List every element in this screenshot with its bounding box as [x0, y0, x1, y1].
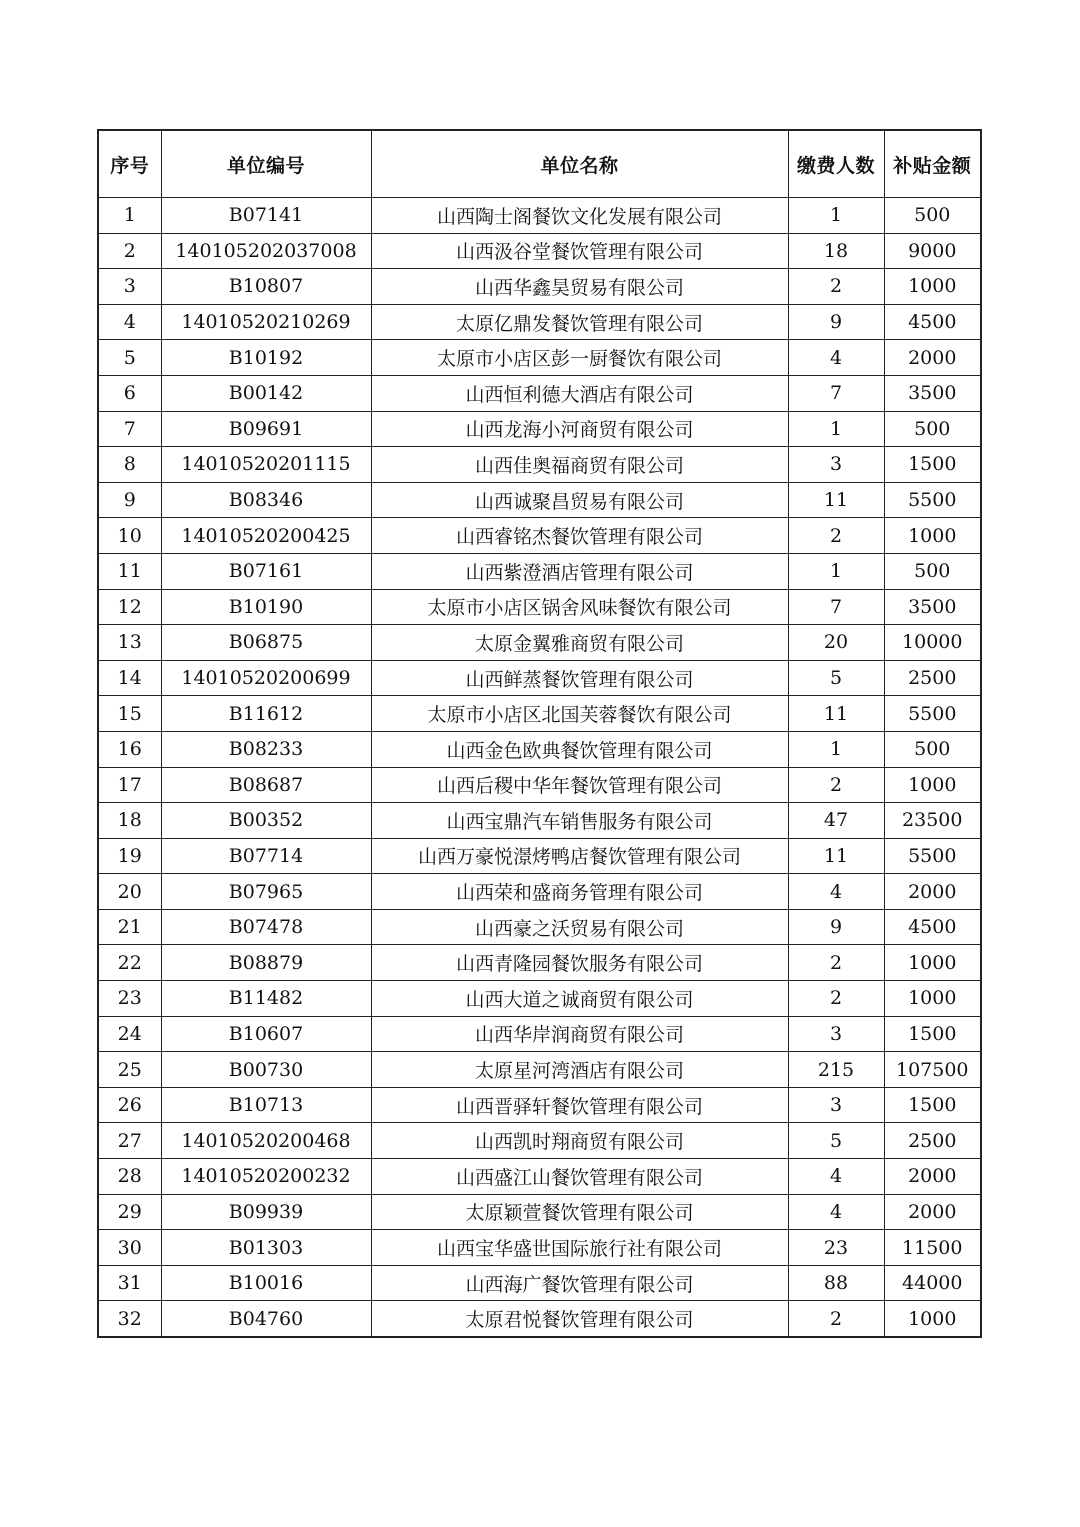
cell-count: 4 — [788, 874, 884, 910]
cell-amount: 4500 — [884, 304, 981, 340]
table-row — [98, 1087, 981, 1123]
cell-code: B07478 — [161, 909, 371, 945]
table-row — [98, 304, 981, 340]
cell-seq: 8 — [98, 447, 161, 483]
table-row — [98, 269, 981, 305]
cell-name: 太原市小店区北国芙蓉餐饮有限公司 — [371, 696, 788, 732]
cell-name: 山西金色欧典餐饮管理有限公司 — [371, 731, 788, 767]
cell-count: 2 — [788, 767, 884, 803]
cell-count: 4 — [788, 1159, 884, 1195]
cell-seq: 2 — [98, 233, 161, 269]
cell-amount: 2000 — [884, 874, 981, 910]
cell-name: 太原市小店区锅舍风味餐饮有限公司 — [371, 589, 788, 625]
table-row — [98, 1016, 981, 1052]
cell-seq: 17 — [98, 767, 161, 803]
cell-code: B00142 — [161, 375, 371, 411]
cell-seq: 9 — [98, 482, 161, 518]
cell-count: 11 — [788, 696, 884, 732]
cell-amount: 107500 — [884, 1052, 981, 1088]
cell-code: B10807 — [161, 269, 371, 305]
cell-seq: 23 — [98, 981, 161, 1017]
cell-seq: 21 — [98, 909, 161, 945]
cell-amount: 1000 — [884, 1301, 981, 1337]
cell-name: 山西大道之诚商贸有限公司 — [371, 981, 788, 1017]
cell-count: 1 — [788, 411, 884, 447]
subsidy-table-container — [97, 129, 980, 1338]
cell-name: 山西华岸润商贸有限公司 — [371, 1016, 788, 1052]
table-row — [98, 1230, 981, 1266]
cell-seq: 28 — [98, 1159, 161, 1195]
cell-code: B07714 — [161, 838, 371, 874]
cell-code: 14010520200699 — [161, 660, 371, 696]
cell-code: B10016 — [161, 1265, 371, 1301]
header-code: 单位编号 — [161, 130, 371, 198]
table-row — [98, 447, 981, 483]
cell-name: 山西佳奥福商贸有限公司 — [371, 447, 788, 483]
table-row — [98, 340, 981, 376]
table-header — [98, 130, 981, 198]
table-row — [98, 1159, 981, 1195]
cell-name: 山西恒利德大酒店有限公司 — [371, 375, 788, 411]
table-row — [98, 518, 981, 554]
cell-amount: 2000 — [884, 1159, 981, 1195]
cell-count: 9 — [788, 909, 884, 945]
cell-count: 2 — [788, 1301, 884, 1337]
cell-seq: 11 — [98, 553, 161, 589]
cell-name: 山西鲜蒸餐饮管理有限公司 — [371, 660, 788, 696]
cell-count: 11 — [788, 838, 884, 874]
table-row — [98, 553, 981, 589]
cell-seq: 18 — [98, 803, 161, 839]
cell-code: B04760 — [161, 1301, 371, 1337]
cell-name: 太原颖萱餐饮管理有限公司 — [371, 1194, 788, 1230]
cell-count: 4 — [788, 1194, 884, 1230]
cell-name: 太原市小店区彭一厨餐饮有限公司 — [371, 340, 788, 376]
cell-code: B08879 — [161, 945, 371, 981]
cell-amount: 11500 — [884, 1230, 981, 1266]
cell-seq: 27 — [98, 1123, 161, 1159]
cell-count: 215 — [788, 1052, 884, 1088]
header-seq: 序号 — [98, 130, 161, 198]
cell-amount: 10000 — [884, 625, 981, 661]
cell-name: 山西豪之沃贸易有限公司 — [371, 909, 788, 945]
cell-count: 3 — [788, 1016, 884, 1052]
header-name: 单位名称 — [371, 130, 788, 198]
cell-code: B07141 — [161, 198, 371, 234]
cell-amount: 2000 — [884, 1194, 981, 1230]
cell-code: B08233 — [161, 731, 371, 767]
cell-seq: 3 — [98, 269, 161, 305]
cell-amount: 5500 — [884, 838, 981, 874]
cell-seq: 24 — [98, 1016, 161, 1052]
table-row — [98, 874, 981, 910]
cell-amount: 2500 — [884, 660, 981, 696]
cell-count: 47 — [788, 803, 884, 839]
cell-code: B06875 — [161, 625, 371, 661]
cell-name: 山西陶士阁餐饮文化发展有限公司 — [371, 198, 788, 234]
cell-seq: 6 — [98, 375, 161, 411]
table-row — [98, 198, 981, 234]
cell-seq: 15 — [98, 696, 161, 732]
table-row — [98, 1123, 981, 1159]
cell-name: 山西汲谷堂餐饮管理有限公司 — [371, 233, 788, 269]
cell-seq: 1 — [98, 198, 161, 234]
cell-seq: 10 — [98, 518, 161, 554]
cell-seq: 13 — [98, 625, 161, 661]
cell-code: B09691 — [161, 411, 371, 447]
header-row — [98, 130, 981, 198]
cell-code: B08346 — [161, 482, 371, 518]
cell-seq: 31 — [98, 1265, 161, 1301]
cell-amount: 1500 — [884, 447, 981, 483]
cell-code: B10607 — [161, 1016, 371, 1052]
cell-seq: 16 — [98, 731, 161, 767]
cell-name: 太原星河湾酒店有限公司 — [371, 1052, 788, 1088]
cell-count: 23 — [788, 1230, 884, 1266]
table-row — [98, 1194, 981, 1230]
cell-count: 1 — [788, 198, 884, 234]
cell-seq: 20 — [98, 874, 161, 910]
cell-code: 14010520201115 — [161, 447, 371, 483]
table-row — [98, 625, 981, 661]
cell-amount: 2500 — [884, 1123, 981, 1159]
cell-amount: 1000 — [884, 269, 981, 305]
cell-seq: 19 — [98, 838, 161, 874]
table-row — [98, 482, 981, 518]
subsidy-table — [97, 129, 982, 1338]
table-row — [98, 838, 981, 874]
cell-name: 山西龙海小河商贸有限公司 — [371, 411, 788, 447]
cell-count: 2 — [788, 269, 884, 305]
cell-count: 3 — [788, 447, 884, 483]
cell-name: 山西睿铭杰餐饮管理有限公司 — [371, 518, 788, 554]
cell-code: 14010520200468 — [161, 1123, 371, 1159]
cell-count: 3 — [788, 1087, 884, 1123]
cell-amount: 500 — [884, 731, 981, 767]
cell-name: 山西宝鼎汽车销售服务有限公司 — [371, 803, 788, 839]
cell-amount: 3500 — [884, 589, 981, 625]
cell-seq: 22 — [98, 945, 161, 981]
cell-amount: 1500 — [884, 1087, 981, 1123]
cell-amount: 4500 — [884, 909, 981, 945]
cell-count: 2 — [788, 518, 884, 554]
table-row — [98, 1301, 981, 1337]
cell-name: 山西诚聚昌贸易有限公司 — [371, 482, 788, 518]
cell-seq: 30 — [98, 1230, 161, 1266]
cell-name: 太原亿鼎发餐饮管理有限公司 — [371, 304, 788, 340]
cell-amount: 1000 — [884, 945, 981, 981]
cell-amount: 1000 — [884, 981, 981, 1017]
cell-count: 9 — [788, 304, 884, 340]
cell-seq: 7 — [98, 411, 161, 447]
cell-amount: 1000 — [884, 767, 981, 803]
cell-name: 山西宝华盛世国际旅行社有限公司 — [371, 1230, 788, 1266]
cell-seq: 29 — [98, 1194, 161, 1230]
cell-code: B01303 — [161, 1230, 371, 1266]
table-row — [98, 696, 981, 732]
cell-name: 山西荣和盛商务管理有限公司 — [371, 874, 788, 910]
cell-name: 山西海广餐饮管理有限公司 — [371, 1265, 788, 1301]
cell-amount: 9000 — [884, 233, 981, 269]
cell-name: 山西晋驿轩餐饮管理有限公司 — [371, 1087, 788, 1123]
cell-count: 1 — [788, 553, 884, 589]
cell-seq: 26 — [98, 1087, 161, 1123]
cell-count: 5 — [788, 1123, 884, 1159]
cell-code: B10713 — [161, 1087, 371, 1123]
cell-code: B07161 — [161, 553, 371, 589]
cell-count: 4 — [788, 340, 884, 376]
table-row — [98, 1265, 981, 1301]
cell-count: 20 — [788, 625, 884, 661]
table-row — [98, 945, 981, 981]
cell-amount: 1000 — [884, 518, 981, 554]
cell-amount: 500 — [884, 411, 981, 447]
cell-code: B09939 — [161, 1194, 371, 1230]
table-row — [98, 981, 981, 1017]
cell-name: 太原君悦餐饮管理有限公司 — [371, 1301, 788, 1337]
cell-seq: 32 — [98, 1301, 161, 1337]
table-row — [98, 1052, 981, 1088]
cell-code: B00730 — [161, 1052, 371, 1088]
cell-code: 14010520210269 — [161, 304, 371, 340]
cell-code: 14010520200232 — [161, 1159, 371, 1195]
table-row — [98, 803, 981, 839]
cell-seq: 25 — [98, 1052, 161, 1088]
cell-count: 1 — [788, 731, 884, 767]
table-row — [98, 411, 981, 447]
table-row — [98, 731, 981, 767]
cell-count: 7 — [788, 375, 884, 411]
cell-amount: 3500 — [884, 375, 981, 411]
cell-amount: 2000 — [884, 340, 981, 376]
header-count: 缴费人数 — [788, 130, 884, 198]
cell-seq: 14 — [98, 660, 161, 696]
cell-amount: 500 — [884, 553, 981, 589]
table-row — [98, 660, 981, 696]
cell-count: 2 — [788, 981, 884, 1017]
cell-count: 18 — [788, 233, 884, 269]
cell-name: 山西青隆园餐饮服务有限公司 — [371, 945, 788, 981]
cell-code: B08687 — [161, 767, 371, 803]
table-row — [98, 375, 981, 411]
cell-name: 山西紫澄酒店管理有限公司 — [371, 553, 788, 589]
table-row — [98, 767, 981, 803]
cell-code: 14010520200425 — [161, 518, 371, 554]
cell-code: B10190 — [161, 589, 371, 625]
cell-name: 山西盛江山餐饮管理有限公司 — [371, 1159, 788, 1195]
table-row — [98, 909, 981, 945]
cell-count: 2 — [788, 945, 884, 981]
cell-seq: 5 — [98, 340, 161, 376]
cell-count: 11 — [788, 482, 884, 518]
header-amount: 补贴金额 — [884, 130, 981, 198]
cell-code: 140105202037008 — [161, 233, 371, 269]
cell-amount: 5500 — [884, 482, 981, 518]
cell-code: B10192 — [161, 340, 371, 376]
cell-code: B11612 — [161, 696, 371, 732]
table-body — [98, 198, 981, 1338]
cell-count: 7 — [788, 589, 884, 625]
cell-name: 山西后稷中华年餐饮管理有限公司 — [371, 767, 788, 803]
cell-amount: 44000 — [884, 1265, 981, 1301]
cell-seq: 4 — [98, 304, 161, 340]
table-row — [98, 233, 981, 269]
cell-count: 5 — [788, 660, 884, 696]
cell-name: 山西万豪悦澋烤鸭店餐饮管理有限公司 — [371, 838, 788, 874]
cell-seq: 12 — [98, 589, 161, 625]
cell-name: 太原金翼雅商贸有限公司 — [371, 625, 788, 661]
cell-amount: 500 — [884, 198, 981, 234]
cell-code: B00352 — [161, 803, 371, 839]
cell-amount: 23500 — [884, 803, 981, 839]
cell-code: B07965 — [161, 874, 371, 910]
cell-code: B11482 — [161, 981, 371, 1017]
cell-count: 88 — [788, 1265, 884, 1301]
table-row — [98, 589, 981, 625]
cell-name: 山西华鑫昊贸易有限公司 — [371, 269, 788, 305]
cell-name: 山西凯时翔商贸有限公司 — [371, 1123, 788, 1159]
cell-amount: 5500 — [884, 696, 981, 732]
cell-amount: 1500 — [884, 1016, 981, 1052]
